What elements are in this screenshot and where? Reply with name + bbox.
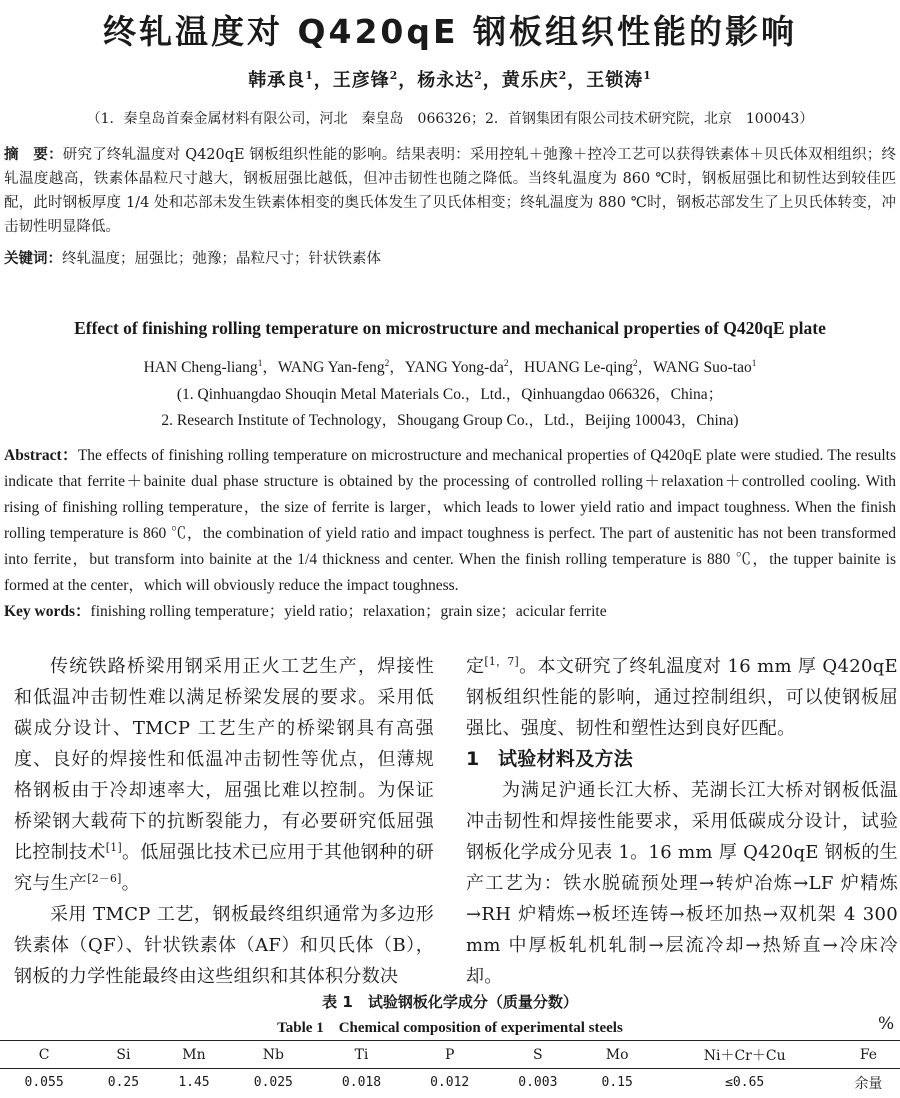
table-row xyxy=(0,1069,900,1097)
table-cell: 0.018 xyxy=(341,1075,382,1091)
table-unit: % xyxy=(878,1014,895,1034)
table-header-row xyxy=(0,1041,900,1069)
body-column-left xyxy=(14,651,434,992)
table-header-cell: S xyxy=(533,1046,543,1063)
body-paragraph: 采用 TMCP 工艺，钢板最终组织通常为多边形铁素体（QF）、针状铁素体（AF）和贝氏体（B），钢板的力学性能最终由这些组织和其体积分数决 xyxy=(14,904,434,987)
author-en: HAN Cheng-liang$^1$， xyxy=(143,358,278,376)
abstract-en-text: The effects of finishing rolling temperature on microstructure and mechanical properties of Q420qE plate were studied. The results indicate that ferrite＋bainite dual phase structure is obtained by the processing of controlled rolling＋relaxation＋controlled cooling. With rising of finishing rolling temperature，the size of ferrite is larger，which leads to lower yield ratio and impact toughness. When the finish rolling temperature is 860 ℃，the combination of yield ratio and impact toughness is perfect. The part of austenitic has not been transformed into ferrite，but transform into bainite at the 1/4 thickness and center. When the finish rolling temperature is 880 ℃，the tupper bainite is formed at the center，which will obviously reduce the impact toughness. xyxy=(4,447,896,594)
table-cell: 0.25 xyxy=(107,1075,140,1091)
table-header-cell: Ti xyxy=(354,1046,369,1063)
paper-title-en: Effect of finishing rolling temperature on microstructure and mechanical properties of Q420qE plate xyxy=(74,318,826,338)
author-en: HUANG Le-qing$^2$， xyxy=(524,358,654,376)
keywords-cn-label: 关键词： xyxy=(4,250,62,267)
author-en: WANG Yan-feng$^2$， xyxy=(277,358,405,376)
keywords-cn xyxy=(4,247,896,271)
abstract-cn-label: 摘 要： xyxy=(4,146,63,163)
author-cn: 黄乐庆$^2$， xyxy=(501,69,587,91)
abstract-en-label: Abstract： xyxy=(4,447,78,464)
body-paragraph: 定[1，7]。本文研究了终轧温度对 16 mm 厚 Q420qE 钢板组织性能的影响，通过控制组织，可以使钢板屈强比、强度、韧性和塑性达到良好匹配。 xyxy=(466,655,898,739)
keywords-en xyxy=(4,599,896,625)
keywords-en-label: Key words： xyxy=(4,603,91,620)
author-en: YANG Yong-$da^2$， xyxy=(404,358,525,376)
keywords-cn-text: 终轧温度；屈强比；弛豫；晶粒尺寸；针状铁素体 xyxy=(62,251,381,267)
abstract-en xyxy=(4,443,896,599)
citation-ref[interactable]: [1] xyxy=(105,841,122,854)
table-cell: ≤0.65 xyxy=(725,1075,765,1091)
table-cell: 0.025 xyxy=(253,1075,293,1091)
author-cn: 王彦锋$^2$， xyxy=(332,69,418,91)
table-header-cell: Nb xyxy=(262,1046,284,1063)
table-header-cell: Fe xyxy=(859,1046,878,1063)
table-header-cell: Si xyxy=(116,1046,131,1063)
table-header-cell: Mo xyxy=(605,1046,629,1063)
section-heading xyxy=(466,744,898,775)
table-cell: 余量 xyxy=(854,1075,883,1092)
affiliation-en-1: (1. Qinhuangdao Shouqin Metal Materials Co.，Ltd.，Qinhuangdao 066326，China； xyxy=(176,386,724,403)
table-header-cell: P xyxy=(444,1046,455,1063)
abstract-cn-text: 研究了终轧温度对 Q420qE 钢板组织性能的影响。结果表明：采用控轧＋弛豫＋控冷工艺可以获得铁素体＋贝氏体双相组织；终轧温度越高，铁素体晶粒尺寸越大，钢板屈强比越低，但冲击韧性也随之降低。当终轧温度为 860 ℃时，钢板屈强比和韧性达到较佳匹配，此时钢板厚度 1/4 处和芯部未发生铁素体相变的奥氏体发生了贝氏体相变；终轧温度为 880 ℃时，钢板芯部发生了上贝氏体转变，冲击韧性明显降低。 xyxy=(4,147,896,235)
table-cell: 0.15 xyxy=(601,1075,633,1091)
body-paragraph: 传统铁路桥梁用钢采用正火工艺生产，焊接性和低温冲击韧性难以满足桥梁发展的要求。采用低碳成分设计、TMCP 工艺生产的桥梁钢具有高强度、良好的焊接性和低温冲击韧性等优点，但薄规格钢板由于冷却速率大，屈强比难以控制。为保证桥梁钢大载荷下的抗断裂能力，有必要研究低屈强比控制技术[1]。低屈强比技术已应用于其他钢种的研究与生产[2－6]。 xyxy=(14,656,434,894)
section-title: 试验材料及方法 xyxy=(498,748,634,770)
citation-ref[interactable]: [1，7] xyxy=(484,655,520,668)
body-column-right xyxy=(466,651,898,992)
table-cell: 0.003 xyxy=(518,1075,558,1091)
table-header-cell: Mn xyxy=(182,1046,206,1063)
table-cell: 0.055 xyxy=(24,1075,64,1091)
table-caption-cn: 表 1 试验钢板化学成分（质量分数） xyxy=(322,993,578,1011)
paper-title-cn: 终轧温度对 Q420qE 钢板组织性能的影响 xyxy=(102,12,798,51)
section-number: 1 xyxy=(466,748,480,770)
body-paragraph: 为满足沪通长江大桥、芜湖长江大桥对钢板低温冲击韧性和焊接性能要求，采用低碳成分设计，试验钢板化学成分见表 1。16 mm 厚 Q420qE 钢板的生产工艺为：铁水脱硫预处理→转炉冶炼→LF 炉精炼→RH 炉精炼→板坯连铸→板坯加热→双机架 4 300 mm 中厚板轧机轧制→层流冷却→热矫直→冷床冷却。 xyxy=(466,780,898,987)
author-cn: 杨永达$^2$， xyxy=(417,69,502,91)
table-header-cell: Ni＋Cr＋Cu xyxy=(703,1047,786,1064)
author-cn: 王锁涛$^1$ xyxy=(586,69,652,91)
affiliation-en-2: 2. Research Institute of Technology，Shougang Group Co.，Ltd.，Beijing 100043，China) xyxy=(161,412,739,429)
authors-en xyxy=(0,355,900,377)
abstract-cn xyxy=(4,143,896,239)
citation-ref[interactable]: [2－6] xyxy=(87,872,122,885)
table-cell: 0.012 xyxy=(430,1075,470,1091)
chemical-composition-table xyxy=(0,1040,900,1097)
table-cell: 1.45 xyxy=(178,1075,210,1091)
table-caption-en: Table 1 Chemical composition of experimental steels xyxy=(277,1020,623,1036)
author-cn: 韩承良$^1$， xyxy=(248,69,333,91)
keywords-en-text: finishing rolling temperature；yield ratio；relaxation；grain size；acicular ferrite xyxy=(90,603,607,620)
affiliations-cn: （1．秦皇岛首秦金属材料有限公司，河北 秦皇岛 066326；2．首钢集团有限公司技术研究院，北京 100043） xyxy=(86,111,814,127)
authors-cn xyxy=(0,66,900,92)
author-en: WANG Suo-tao$^1$ xyxy=(653,358,757,376)
table-header-cell: C xyxy=(38,1046,50,1063)
